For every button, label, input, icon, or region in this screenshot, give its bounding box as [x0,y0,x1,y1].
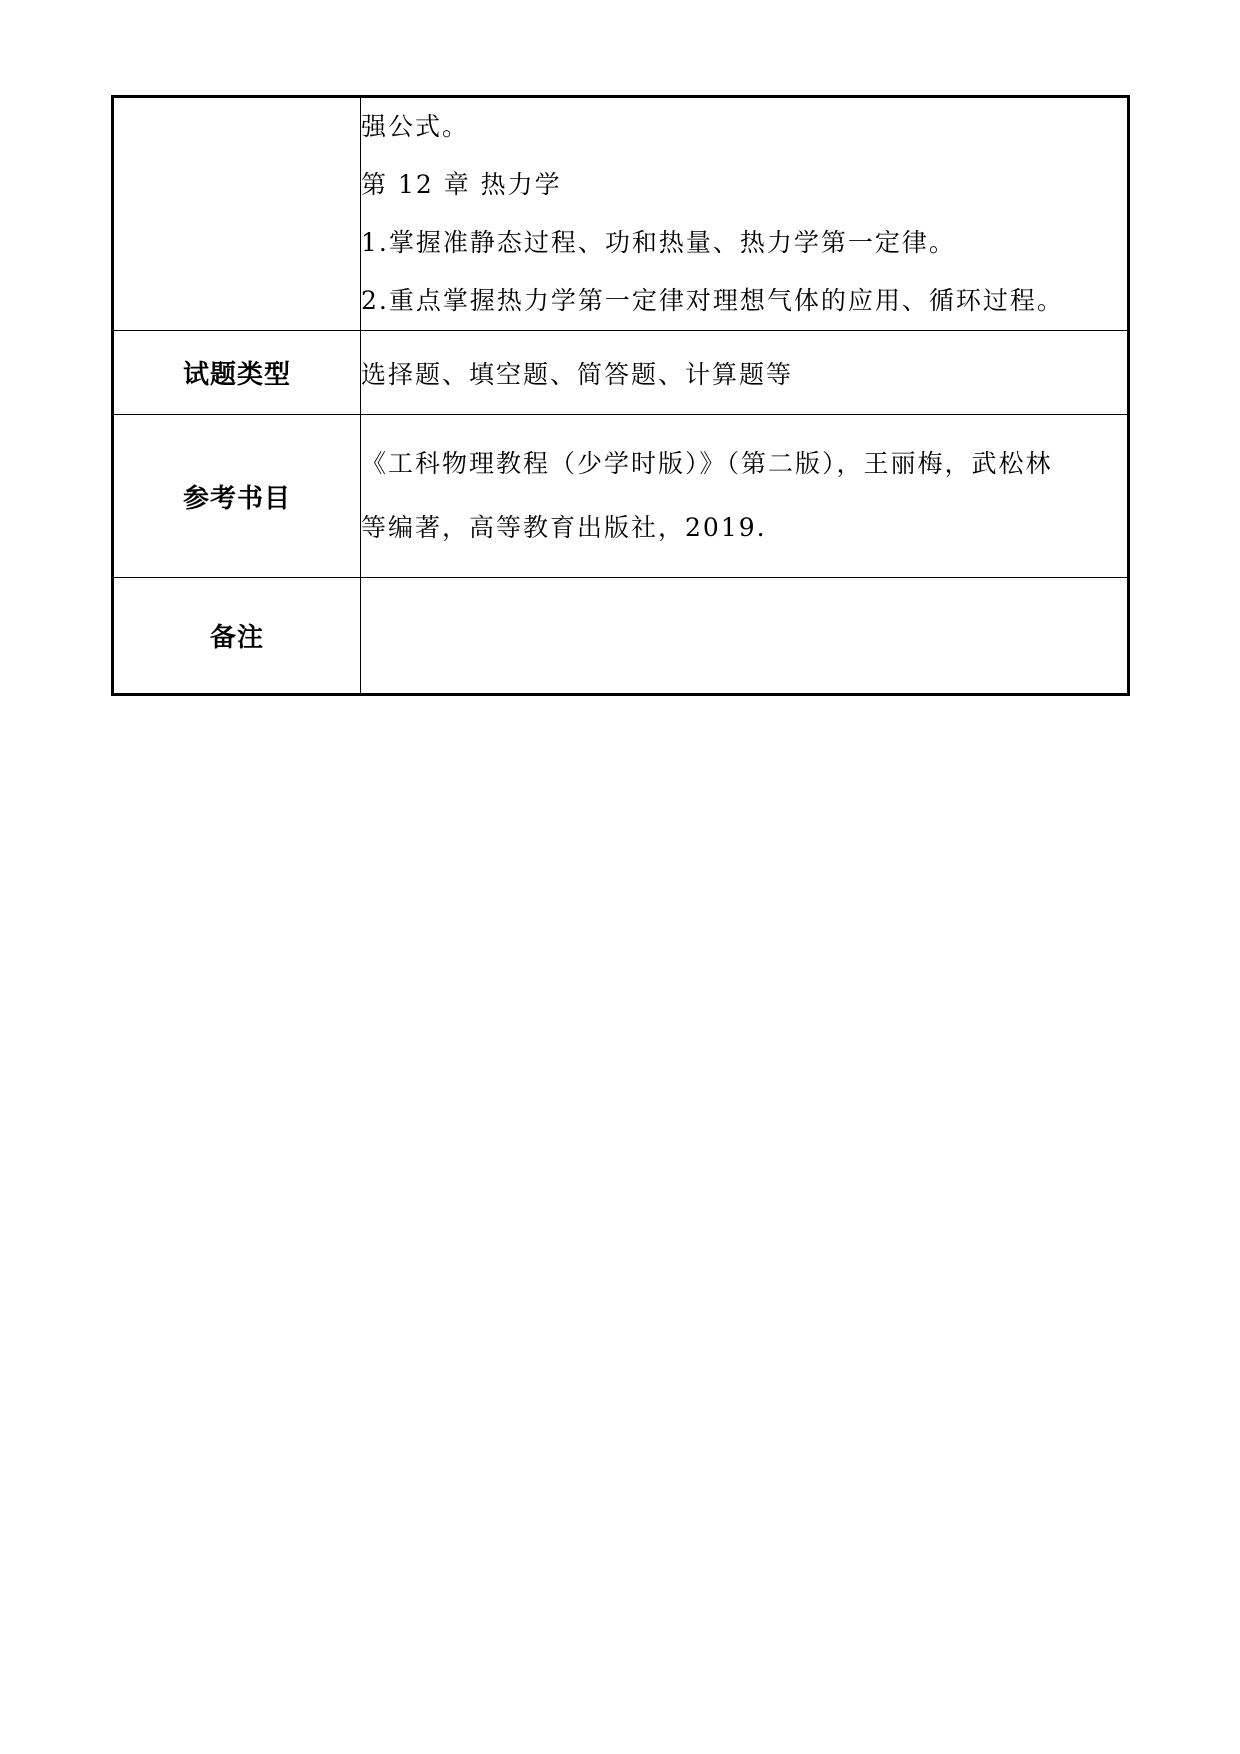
content-line: 2.重点掌握热力学第一定律对理想气体的应用、循环过程。 [361,286,1064,315]
question-types-value [361,331,1129,415]
question-types-label: 试题类型 [113,331,361,415]
references-value [361,415,1129,578]
content-line: 强公式。 [361,112,470,141]
notes-label: 备注 [113,578,361,695]
reference-line: 等编著，高等教育出版社，2019. [361,513,767,542]
references-row [113,415,1129,578]
reference-line: 《工科物理教程（少学时版）》（第二版），王丽梅，武松林 [361,449,1053,478]
notes-value [361,578,1129,695]
references-label: 参考书目 [113,415,361,578]
content-line: 1.掌握准静态过程、功和热量、热力学第一定律。 [361,228,956,257]
content-label-cell [113,97,361,331]
question-types-text: 选择题、填空题、简答题、计算题等 [361,359,794,389]
syllabus-table [111,95,1130,696]
notes-row [113,578,1129,695]
chapter-heading: 第 12 章 热力学 [361,170,562,199]
content-row [113,97,1129,331]
content-cell [361,97,1129,331]
question-types-row [113,331,1129,415]
